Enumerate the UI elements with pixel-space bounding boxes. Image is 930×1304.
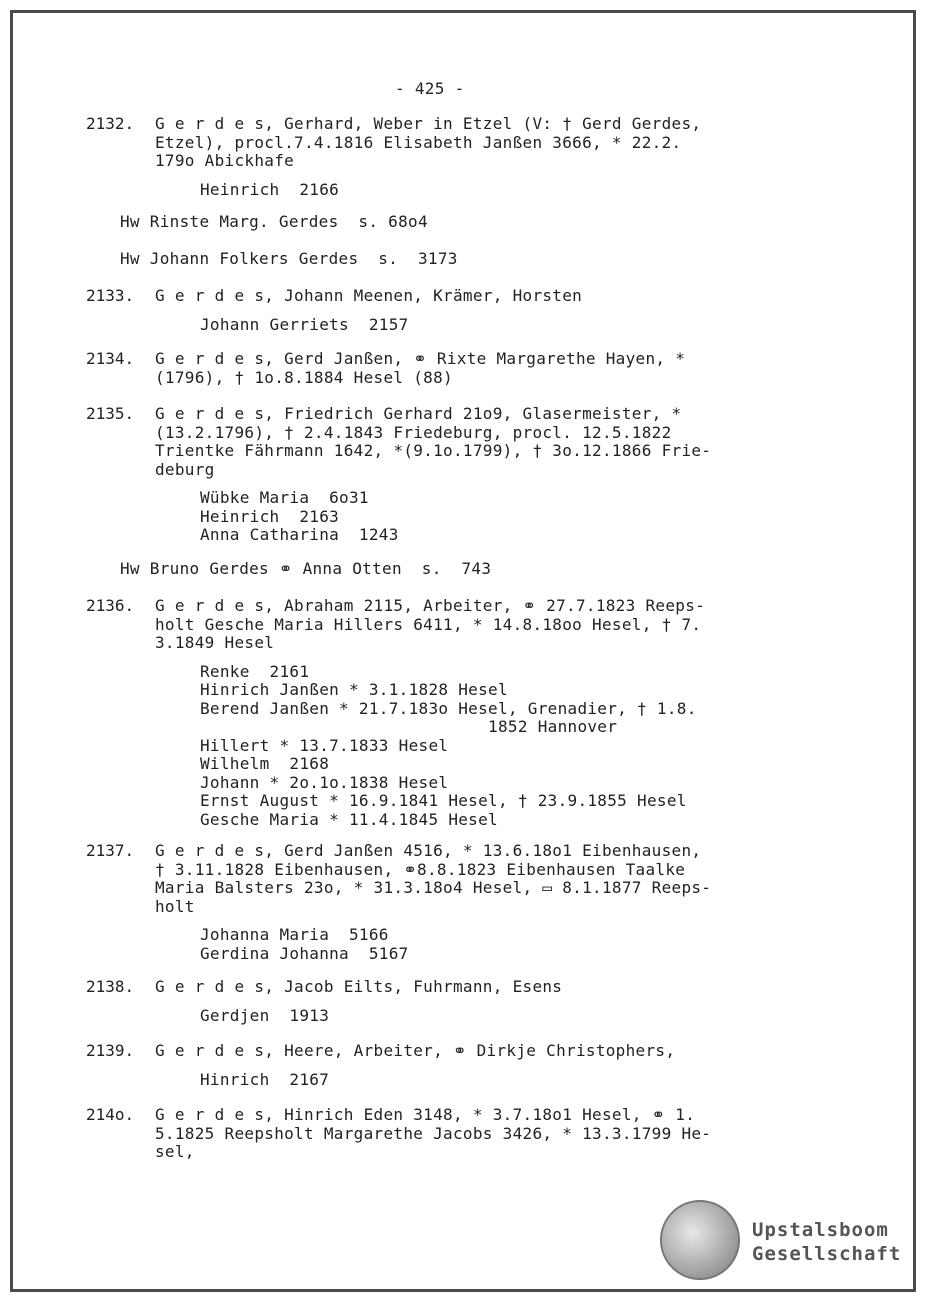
entry-text-line: G e r d e s, Friedrich Gerhard 21o9, Glasermeister, * <box>155 404 682 423</box>
entry-text-line: sel, <box>155 1142 195 1161</box>
brand-line-2: Gesellschaft <box>752 1243 902 1265</box>
cross-reference: Hw Rinste Marg. Gerdes s. 68o4 <box>120 212 428 231</box>
child-entry: Johann Gerriets 2157 <box>200 314 409 334</box>
child-entry: Hinrich Janßen * 3.1.1828 Hesel <box>200 680 508 699</box>
cross-reference: Hw Bruno Gerdes ⚭ Anna Otten s. 743 <box>120 559 492 578</box>
entry-text-line: G e r d e s, Abraham 2115, Arbeiter, ⚭ 27.7.1823 Reeps- <box>155 596 706 615</box>
entry-number: 2139. <box>86 1041 135 1060</box>
child-entry: Heinrich 2166 <box>200 179 340 199</box>
cross-reference: Hw Johann Folkers Gerdes s. 3173 <box>120 249 458 268</box>
entry-text-line: 5.1825 Reepsholt Margarethe Jacobs 3426, * 13.3.1799 He- <box>155 1123 712 1143</box>
entry-number: 2137. <box>86 841 135 860</box>
child-entry: Gerdjen 1913 <box>200 1005 330 1025</box>
child-entry: 1852 Hannover <box>200 717 618 736</box>
entry-text-line: G e r d e s, Gerd Janßen 4516, * 13.6.18o1 Eibenhausen, <box>155 841 702 860</box>
entry-text-line: G e r d e s, Heere, Arbeiter, ⚭ Dirkje Christophers, <box>155 1041 676 1060</box>
entry-text-line: Etzel), procl.7.4.1816 Elisabeth Janßen 3666, * 22.2. <box>155 132 682 152</box>
child-entry: Anna Catharina 1243 <box>200 525 399 544</box>
child-entry: Berend Janßen * 21.7.183o Hesel, Grenadier, † 1.8. <box>200 698 697 718</box>
child-entry: Gesche Maria * 11.4.1845 Hesel <box>200 809 498 829</box>
child-entry: Gerdina Johanna 5167 <box>200 943 409 963</box>
entry-text-line: 3.1849 Hesel <box>155 633 275 652</box>
entry-number: 2133. <box>86 286 135 305</box>
entry-number: 2134. <box>86 349 135 368</box>
child-entry: Johann * 2o.1o.1838 Hesel <box>200 772 449 792</box>
entry-text-line: G e r d e s, Gerhard, Weber in Etzel (V: † Gerd Gerdes, <box>155 114 702 133</box>
child-entry: Ernst August * 16.9.1841 Hesel, † 23.9.1855 Hesel <box>200 791 687 810</box>
entry-number: 214o. <box>86 1105 135 1124</box>
entry-number: 2136. <box>86 596 135 615</box>
child-entry: Wübke Maria 6o31 <box>200 488 369 507</box>
society-seal-icon <box>660 1200 740 1280</box>
entry-text-line: Maria Balsters 23o, * 31.3.18o4 Hesel, ▭ 8.1.1877 Reeps- <box>155 878 712 897</box>
entry-text-line: G e r d e s, Jacob Eilts, Fuhrmann, Esens <box>155 977 563 996</box>
child-entry: Hinrich 2167 <box>200 1069 330 1089</box>
entry-number: 2132. <box>86 114 135 133</box>
entry-text-line: (1796), † 1o.8.1884 Hesel (88) <box>155 367 453 387</box>
child-entry: Johanna Maria 5166 <box>200 925 389 944</box>
entry-number: 2135. <box>86 404 135 423</box>
entry-text-line: holt Gesche Maria Hillers 6411, * 14.8.18oo Hesel, † 7. <box>155 614 702 634</box>
child-entry: Wilhelm 2168 <box>200 754 330 773</box>
entry-number: 2138. <box>86 977 135 996</box>
child-entry: Hillert * 13.7.1833 Hesel <box>200 735 449 755</box>
entry-text-line: deburg <box>155 459 215 479</box>
entry-text-line: holt <box>155 896 195 916</box>
child-entry: Renke 2161 <box>200 661 310 681</box>
society-logo-text <box>752 1218 901 1266</box>
entry-text-line: (13.2.1796), † 2.4.1843 Friedeburg, procl. 12.5.1822 <box>155 422 672 442</box>
brand-line-1: Upstalsboom <box>752 1219 889 1241</box>
entry-text-line: G e r d e s, Gerd Janßen, ⚭ Rixte Margarethe Hayen, * <box>155 349 686 368</box>
child-entry: Heinrich 2163 <box>200 506 340 526</box>
entry-text-line: G e r d e s, Hinrich Eden 3148, * 3.7.18o1 Hesel, ⚭ 1. <box>155 1105 696 1124</box>
entry-text-line: G e r d e s, Johann Meenen, Krämer, Horsten <box>155 286 583 305</box>
entry-text-line: 179o Abickhafe <box>155 151 295 170</box>
entry-text-line: Trientke Fährmann 1642, *(9.1o.1799), † 3o.12.1866 Frie- <box>155 441 712 460</box>
entry-text-line: † 3.11.1828 Eibenhausen, ⚭8.8.1823 Eibenhausen Taalke <box>155 859 686 879</box>
page-number: - 425 - <box>395 79 465 98</box>
